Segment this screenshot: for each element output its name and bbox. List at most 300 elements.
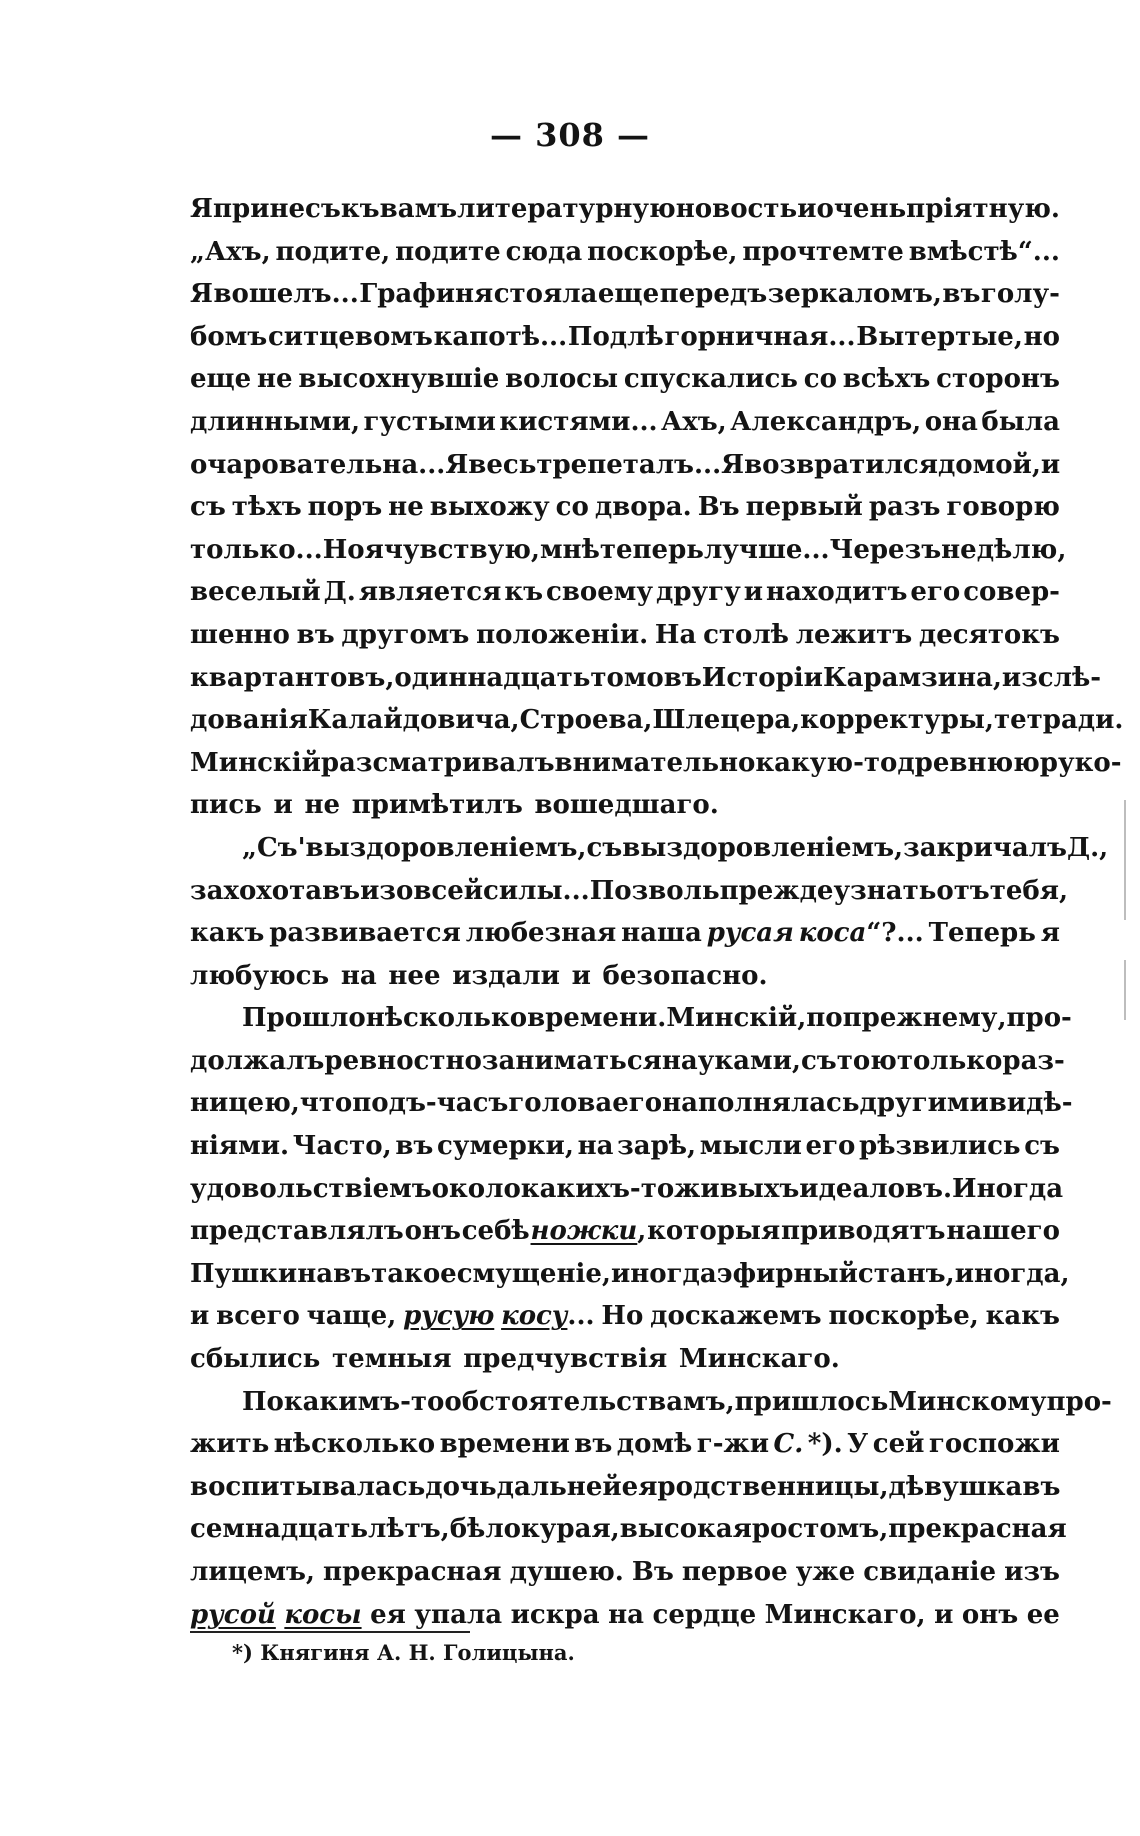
word: По: [242, 1386, 284, 1417]
word: его: [612, 1088, 663, 1119]
word: своему: [546, 577, 654, 608]
text-line: [190, 657, 1102, 700]
word: вошелъ...: [213, 279, 359, 310]
word: прежнему,: [842, 1003, 1007, 1034]
word: русую: [403, 1301, 495, 1332]
word: древнюю: [897, 747, 1040, 778]
text-line: [190, 486, 1060, 529]
word: положеніи.: [476, 619, 649, 650]
word: Позволь: [589, 875, 720, 906]
word: приводятъ: [781, 1216, 946, 1247]
word: со: [803, 364, 837, 395]
word: въ: [395, 1131, 434, 1162]
word: сумерки,: [437, 1131, 574, 1162]
word: Исторіи: [701, 662, 823, 693]
word: на: [577, 1131, 614, 1162]
word: живыхъ: [674, 1173, 800, 1204]
word: Д.: [323, 577, 356, 608]
word: времени: [439, 1429, 570, 1460]
word: [799, 912, 924, 955]
word: ситцевомъ: [267, 321, 433, 352]
word: нѣсколько: [273, 1429, 436, 1460]
word: Калайдовича,: [307, 705, 520, 736]
text-line: [190, 1508, 1067, 1551]
word: я: [364, 534, 384, 565]
word: [531, 1210, 647, 1253]
word: вошедшаго.: [534, 790, 719, 821]
word: должалъ: [190, 1045, 325, 1076]
word: Но: [601, 1301, 644, 1332]
word: про-: [1006, 1003, 1072, 1034]
word: выхожу: [429, 492, 550, 523]
word: иногда: [610, 1258, 717, 1289]
word: двора.: [594, 492, 692, 523]
word: Строева,: [519, 705, 653, 736]
word: томовъ: [590, 662, 702, 693]
word: изъ: [1004, 1557, 1060, 1587]
word: Александръ,: [730, 406, 922, 437]
word: такое: [371, 1258, 457, 1289]
text-line: [190, 1466, 1060, 1509]
word: къ: [340, 194, 380, 224]
word: лицемъ,: [190, 1557, 315, 1587]
word: его: [805, 1131, 856, 1162]
word: на: [340, 960, 377, 991]
text-line: [190, 699, 1124, 742]
word: въ: [1022, 1471, 1061, 1502]
word: Я: [190, 279, 213, 310]
word: предчувствія: [463, 1344, 668, 1375]
word: голова: [508, 1088, 613, 1119]
text-line: [190, 870, 1069, 913]
text-line: [190, 1551, 1060, 1594]
word: что: [299, 1088, 353, 1119]
word: одиннадцать: [394, 662, 591, 693]
word: вамъ: [379, 194, 458, 224]
word: является: [358, 577, 502, 608]
word: прекрасная: [888, 1514, 1067, 1545]
word: коса: [798, 918, 867, 949]
word: „Съ: [242, 832, 298, 863]
word: только...: [190, 534, 323, 565]
text-line: [190, 1381, 1112, 1424]
word: свиданіе: [863, 1557, 997, 1587]
text-line: [190, 1423, 1060, 1466]
word: ее: [1026, 1599, 1060, 1630]
word: совер-: [963, 577, 1060, 608]
text-line: [190, 1040, 1065, 1083]
word: чувствую,: [383, 534, 540, 565]
word: закричалъ: [903, 832, 1067, 863]
word: Карамзина,: [822, 662, 1002, 693]
word: подите,: [275, 236, 391, 267]
word: Минскому: [888, 1386, 1047, 1417]
word: другими: [859, 1088, 989, 1119]
word: и: [190, 1301, 210, 1332]
word: Ахъ,: [661, 406, 727, 437]
text-line: [190, 444, 1060, 487]
text-line: [190, 784, 1060, 827]
word: Въ: [631, 1557, 674, 1587]
word: и: [1040, 449, 1061, 480]
word: въ: [333, 1258, 372, 1289]
word: первый: [745, 492, 863, 523]
word: зарѣ,: [617, 1131, 697, 1162]
word: госпожи: [928, 1429, 1060, 1460]
word: находитъ: [766, 577, 908, 608]
word: она: [924, 406, 978, 437]
word: Минскій: [190, 747, 321, 778]
word: какимъ-то: [283, 1386, 445, 1417]
word: длинными,: [190, 406, 360, 437]
word: съ: [586, 832, 623, 863]
text-line: [190, 1253, 1070, 1296]
word: Минскаго.: [678, 1344, 840, 1375]
word: раз-: [1002, 1045, 1065, 1076]
word: дальней: [496, 1471, 622, 1502]
word: узнать: [833, 875, 937, 906]
word: вмѣстѣ“...: [908, 236, 1060, 267]
word: я: [1040, 918, 1060, 949]
word: къ: [504, 577, 544, 608]
word: воспитывалась: [190, 1471, 426, 1502]
scan-edge-mark: [1124, 960, 1126, 1020]
word: поръ: [307, 492, 383, 523]
word: передъ: [659, 279, 768, 310]
word: еще: [190, 364, 252, 395]
word: На: [654, 619, 697, 650]
word: Я: [190, 194, 213, 224]
word: капотѣ...: [433, 321, 568, 352]
word: про-: [1046, 1386, 1112, 1417]
word: какихъ-то: [520, 1173, 675, 1204]
word: подите: [395, 236, 501, 267]
word: какъ: [985, 1301, 1060, 1332]
word: русая: [706, 918, 794, 949]
word: ницею,: [190, 1088, 300, 1119]
word: тебя,: [989, 875, 1069, 906]
word: пришлось: [734, 1386, 889, 1417]
word: ея: [370, 1599, 406, 1630]
word: представлялъ: [190, 1216, 404, 1247]
word: лѣтъ,: [367, 1514, 450, 1545]
word: станъ,: [857, 1258, 955, 1289]
word: любуюсь: [190, 960, 330, 991]
word: лучше...: [703, 534, 830, 565]
word: еще: [597, 279, 660, 310]
word: Минскаго,: [764, 1599, 926, 1630]
word: бомъ: [190, 321, 268, 352]
word: шенно: [190, 619, 290, 650]
word: не: [257, 364, 293, 395]
text-line: [190, 358, 1060, 401]
scan-edge-mark: [1124, 800, 1126, 920]
word: которыя: [647, 1216, 781, 1247]
body-text: [190, 188, 1124, 1636]
word: сбылись: [190, 1344, 321, 1375]
word: С.: [773, 1429, 804, 1460]
word: развивается: [269, 918, 461, 949]
word: прежде: [719, 875, 834, 906]
text-line: [190, 1210, 1060, 1253]
word: по: [806, 1003, 843, 1034]
word: зеркаломъ,: [767, 279, 942, 310]
word: иногда,: [954, 1258, 1070, 1289]
word: эфирный: [716, 1258, 858, 1289]
word: нашего: [946, 1216, 1060, 1247]
word: сердце: [652, 1599, 757, 1630]
word: высохнувшіе: [298, 364, 500, 395]
text-line: [190, 614, 1060, 657]
word: темныя: [332, 1344, 452, 1375]
word: на: [608, 1599, 644, 1630]
word: пріятную.: [906, 194, 1060, 224]
word: съ: [1024, 1131, 1060, 1162]
word: русой: [190, 1599, 276, 1630]
word: подъ-часъ: [352, 1088, 509, 1119]
word: косы: [284, 1599, 362, 1630]
word: какъ: [190, 918, 265, 949]
word: трепеталъ...: [536, 449, 722, 480]
word: “?...: [866, 918, 924, 949]
word: теперь: [599, 534, 704, 565]
word: волосы: [505, 364, 619, 395]
text-line: [190, 231, 1060, 274]
word: новость: [675, 194, 798, 224]
page-number: — 308 —: [489, 116, 651, 154]
text-line: [190, 1338, 1060, 1381]
word: онъ: [404, 1216, 461, 1247]
text-line: [190, 316, 1060, 359]
word: идеаловъ.: [799, 1173, 953, 1204]
word: жить: [190, 1429, 270, 1460]
word: разсматривалъ: [320, 747, 555, 778]
word: 'выздоровленіемъ,: [297, 832, 587, 863]
word: удовольствіемъ: [190, 1173, 432, 1204]
word: голу-: [980, 279, 1060, 310]
word: руко-: [1039, 747, 1122, 778]
word: косу: [501, 1301, 568, 1332]
text-line: [190, 827, 1109, 870]
word: ревностно: [324, 1045, 482, 1076]
word: съ: [800, 1045, 837, 1076]
word: издали: [452, 960, 560, 991]
word: „Ахъ,: [190, 236, 271, 267]
word: всей: [413, 875, 484, 906]
word: всѣхъ: [842, 364, 931, 395]
word: но: [1023, 321, 1060, 352]
word: домой,: [937, 449, 1041, 480]
word: очаровательна...: [190, 449, 446, 480]
text-line: [190, 742, 1122, 785]
word: рѣзвились: [859, 1131, 1021, 1162]
word: ,: [637, 1216, 647, 1247]
word: была: [981, 406, 1060, 437]
word: наша: [621, 918, 702, 949]
word: тетради.: [994, 705, 1124, 736]
word: дованія: [190, 705, 308, 736]
word: бѣлокурая,: [449, 1514, 620, 1545]
text-line: [190, 1594, 1060, 1637]
word: съ: [190, 492, 226, 523]
word: первое: [681, 1557, 788, 1587]
word: внимательно: [554, 747, 756, 778]
word: доскажемъ: [650, 1301, 822, 1332]
word: Но: [322, 534, 365, 565]
word: очень: [816, 194, 907, 224]
text-line: [190, 1295, 1060, 1338]
word: г-жи: [696, 1429, 770, 1460]
text-line: [190, 1125, 1060, 1168]
word: въ: [574, 1429, 613, 1460]
word: душею.: [509, 1557, 624, 1587]
word: упала: [414, 1599, 503, 1630]
word: родственницы,: [657, 1471, 889, 1502]
word: и: [797, 194, 817, 224]
word: Пушкина: [190, 1258, 334, 1289]
word: всего: [216, 1301, 300, 1332]
word: заниматься: [481, 1045, 662, 1076]
word: и: [571, 960, 591, 991]
word: возвратился: [744, 449, 938, 480]
word: Минскій,: [666, 1003, 807, 1034]
word: горничная...: [664, 321, 856, 352]
word: времени.: [527, 1003, 667, 1034]
word: только: [896, 1045, 1003, 1076]
word: изслѣ-: [1001, 662, 1102, 693]
word: чаще,: [306, 1301, 397, 1332]
word: дочь: [425, 1471, 497, 1502]
word: со: [555, 492, 589, 523]
word: онъ: [961, 1599, 1019, 1630]
word: десятокъ: [918, 619, 1060, 650]
word: прочтемте: [742, 236, 904, 267]
word: корректуры,: [800, 705, 994, 736]
word: и: [273, 790, 293, 821]
word: *).: [807, 1429, 843, 1460]
text-line: [190, 1082, 1073, 1125]
word: себѣ: [461, 1216, 530, 1247]
word: поскорѣе,: [828, 1301, 979, 1332]
word: наполнялась: [662, 1088, 860, 1119]
word: дѣвушка: [888, 1471, 1023, 1502]
word: въ: [942, 279, 981, 310]
word: высокая: [619, 1514, 752, 1545]
word: столѣ: [703, 619, 789, 650]
word: видѣ-: [988, 1088, 1073, 1119]
word: сторонъ: [936, 364, 1060, 395]
word: поскорѣе,: [587, 236, 738, 267]
word: Иногда: [952, 1173, 1064, 1204]
word: нее: [388, 960, 441, 991]
word: домѣ: [616, 1429, 693, 1460]
word: принесъ: [212, 194, 341, 224]
word: литературную: [457, 194, 676, 224]
word: У: [847, 1429, 869, 1460]
word: лежитъ: [795, 619, 913, 650]
word: Я: [721, 449, 745, 480]
word: около: [431, 1173, 521, 1204]
footnote: *) Княгиня А. Н. Голицына.: [232, 1640, 575, 1665]
word: ея: [621, 1471, 658, 1502]
word: пись: [190, 790, 262, 821]
word: ножки: [530, 1216, 638, 1247]
word: мысли: [699, 1131, 802, 1162]
text-line: [190, 529, 1067, 572]
word: захохотавъ: [190, 875, 361, 906]
word: Въ: [697, 492, 740, 523]
word: науками,: [661, 1045, 801, 1076]
word: Прошло: [242, 1003, 366, 1034]
word: веселый: [190, 577, 321, 608]
word: и: [934, 1599, 954, 1630]
word: въ: [296, 619, 335, 650]
word: Графиня: [359, 279, 494, 310]
word: сюда: [505, 236, 583, 267]
word: нѣсколько: [365, 1003, 528, 1034]
word: ростомъ,: [751, 1514, 889, 1545]
text-line: [190, 273, 1060, 316]
word: тѣхъ: [231, 492, 302, 523]
word: весь: [468, 449, 537, 480]
word: обстоятельствамъ,: [444, 1386, 735, 1417]
word: семнадцать: [190, 1514, 368, 1545]
text-line: [190, 1168, 1064, 1211]
word: любезная: [465, 918, 617, 949]
word: кистями...: [499, 406, 658, 437]
word: Подлѣ: [567, 321, 664, 352]
word: выздоровленіемъ,: [622, 832, 904, 863]
word: силы...: [483, 875, 590, 906]
word: смущеніе,: [456, 1258, 611, 1289]
text-line: [190, 571, 1060, 614]
word: его: [910, 577, 961, 608]
word: какую-то: [755, 747, 898, 778]
word: отъ: [936, 875, 990, 906]
word: искра: [510, 1599, 600, 1630]
word: тою: [836, 1045, 897, 1076]
word: спускались: [623, 364, 798, 395]
word: Теперь: [928, 918, 1036, 949]
word: Д.,: [1066, 832, 1109, 863]
word: не: [304, 790, 341, 821]
word: густыми: [363, 406, 496, 437]
word: другу: [656, 577, 741, 608]
word: недѣлю,: [941, 534, 1067, 565]
word: [501, 1295, 594, 1338]
word: разъ: [868, 492, 941, 523]
footnote-rule: [190, 1631, 470, 1633]
word: и: [743, 577, 764, 608]
word: мнѣ: [539, 534, 600, 565]
text-line: [190, 401, 1060, 444]
word: сей: [872, 1429, 925, 1460]
word: уже: [795, 1557, 856, 1587]
text-line: [190, 955, 1060, 998]
text-line: [190, 188, 1060, 231]
word: не: [388, 492, 424, 523]
word: стояла: [493, 279, 598, 310]
word: Я: [445, 449, 469, 480]
text-line: [190, 997, 1072, 1040]
word: Черезъ: [829, 534, 942, 565]
word: примѣтилъ: [351, 790, 523, 821]
word: Вытертые,: [856, 321, 1023, 352]
word: Шлецера,: [652, 705, 801, 736]
word: другомъ: [341, 619, 470, 650]
word: говорю: [946, 492, 1060, 523]
word: ніями.: [190, 1131, 290, 1162]
